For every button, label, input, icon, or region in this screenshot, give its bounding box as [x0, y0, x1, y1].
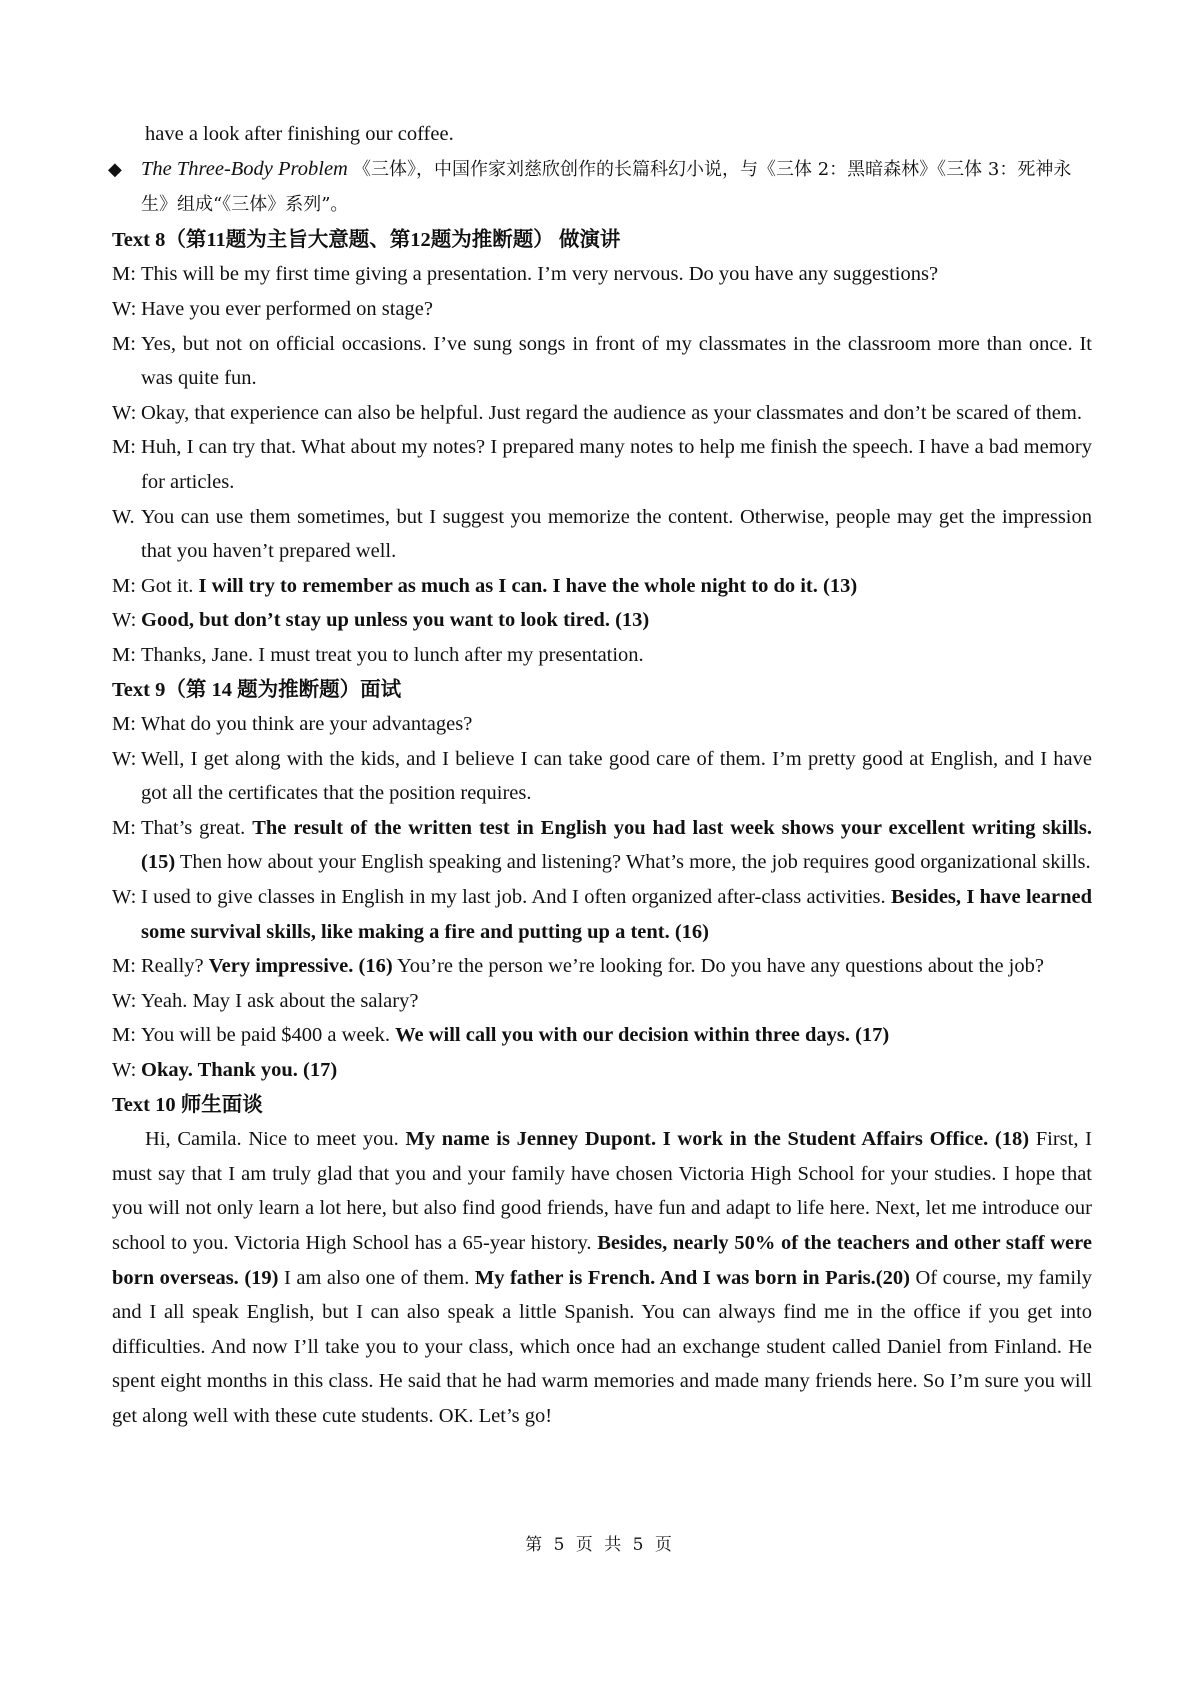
- continuation-line: have a look after finishing our coffee.: [145, 123, 454, 145]
- dialogue-line: W. You can use them sometimes, but I suggest you memorize the content. Otherwise, people may get the impression that you haven’t prepared well.: [112, 505, 1092, 563]
- dialogue-line: W: Okay, that experience can also be helpful. Just regard the audience as your classmates and don’t be scared of them.: [112, 401, 1082, 424]
- text8-heading: Text 8（第11题为主旨大意题、第12题为推断题） 做演讲: [112, 228, 621, 251]
- key-sentence: Besides, I have learned some survival skills, like making a fire and putting up a tent. (16): [141, 886, 1093, 943]
- dialogue-line: W: Yeah. May I ask about the salary?: [112, 989, 419, 1012]
- key-sentence: I will try to remember as much as I can. I have the whole night to do it. (13): [198, 574, 858, 597]
- text9-heading: Text 9（第 14 题为推断题）面试: [112, 678, 402, 701]
- page-content: [108, 117, 1093, 1434]
- dialogue-line: M: Thanks, Jane. I must treat you to lunch after my presentation.: [112, 643, 644, 666]
- key-sentence: My name is Jenney Dupont. I work in the Student Affairs Office. (18): [405, 1128, 1030, 1151]
- key-sentence: Besides, nearly 50% of the teachers and other staff were born overseas. (19): [112, 1232, 1092, 1289]
- dialogue-line: M: That’s great. The result of the written test in English you had last week shows your excellent writing skills. (15) Then how about your English speaking and listening? What’s more, the job requires good organizational skills.: [112, 816, 1092, 874]
- dialogue-line: M: What do you think are your advantages?: [112, 713, 473, 736]
- text10-heading: Text 10 师生面谈: [112, 1093, 263, 1116]
- key-sentence: My father is French. And I was born in Paris.(20): [474, 1266, 910, 1289]
- dialogue-line: W: I used to give classes in English in my last job. And I often organized after-class activities. Besides, I have learned some survival skills, like making a fire and putting up a tent. (16): [112, 886, 1093, 943]
- dialogue-line: W: Have you ever performed on stage?: [112, 297, 433, 320]
- dialogue-line: M: Got it. I will try to remember as much as I can. I have the whole night to do it. (13): [112, 574, 858, 597]
- monologue-paragraph: Hi, Camila. Nice to meet you. My name is Jenney Dupont. I work in the Student Affairs Office. (18) First, I must say that I am truly glad that you and your family have chosen Victoria High School for your studies. I hope that you will not only learn a lot here, but also find good friends, have fun and adapt to life here. Next, let me introduce our school to you. Victoria High School has a 65-year history. Besides, nearly 50% of the teachers and other staff were born overseas. (19) I am also one of them. My father is French. And I was born in Paris.(20) Of course, my family and I all speak English, but I can also speak a little Spanish. You can always find me in the office if you get into difficulties. And now I’ll take you to your class, which once had an exchange student called Daniel from Finland. He spent eight months in this class. He said that he had warm memories and made many friends here. So I’m sure you will get along well with these cute students. OK. Let’s go!: [112, 1128, 1093, 1427]
- dialogue-line: M: Yes, but not on official occasions. I’ve sung songs in front of my classmates in the classroom more than once. It was quite fun.: [112, 332, 1092, 390]
- key-sentence: Good, but don’t stay up unless you want to look tired. (13): [141, 609, 650, 632]
- note-title-en: The Three-Body Problem: [141, 157, 348, 180]
- page-footer: 第 5 页 共 5 页: [525, 1535, 675, 1555]
- dialogue-line: W: Okay. Thank you. (17): [112, 1053, 1092, 1088]
- footnote-three-body: [108, 152, 1092, 223]
- key-sentence: Very impressive. (16): [208, 955, 393, 978]
- note-text-zh: 《三体》，中国作家刘慈欣创作的长篇科幻小说，与《三体 2：黑暗森林》《三体 3：死神永生》组成“《三体》系列”。: [141, 158, 1072, 216]
- dialogue-line: M: Really? Very impressive. (16) You’re the person we’re looking for. Do you have any questions about the job?: [112, 955, 1044, 978]
- dialogue-line: M: You will be paid $400 a week. We will call you with our decision within three days. (17): [112, 1024, 890, 1047]
- key-sentence: We will call you with our decision within three days. (17): [395, 1024, 890, 1047]
- dialogue-line: M: Huh, I can try that. What about my notes? I prepared many notes to help me finish the speech. I have a bad memory for articles.: [112, 436, 1092, 493]
- key-sentence: The result of the written test in English you had last week shows your excellent writing skills. (15): [141, 816, 1092, 874]
- diamond-bullet-icon: ◆: [108, 158, 122, 179]
- dialogue-line: M: This will be my first time giving a presentation. I’m very nervous. Do you have any suggestions?: [112, 263, 939, 286]
- key-sentence: Okay. Thank you. (17): [141, 1059, 338, 1082]
- dialogue-line: W: Good, but don’t stay up unless you want to look tired. (13): [112, 603, 1092, 638]
- dialogue-line: W: Well, I get along with the kids, and I believe I can take good care of them. I’m pretty good at English, and I have got all the certificates that the position requires.: [112, 747, 1092, 805]
